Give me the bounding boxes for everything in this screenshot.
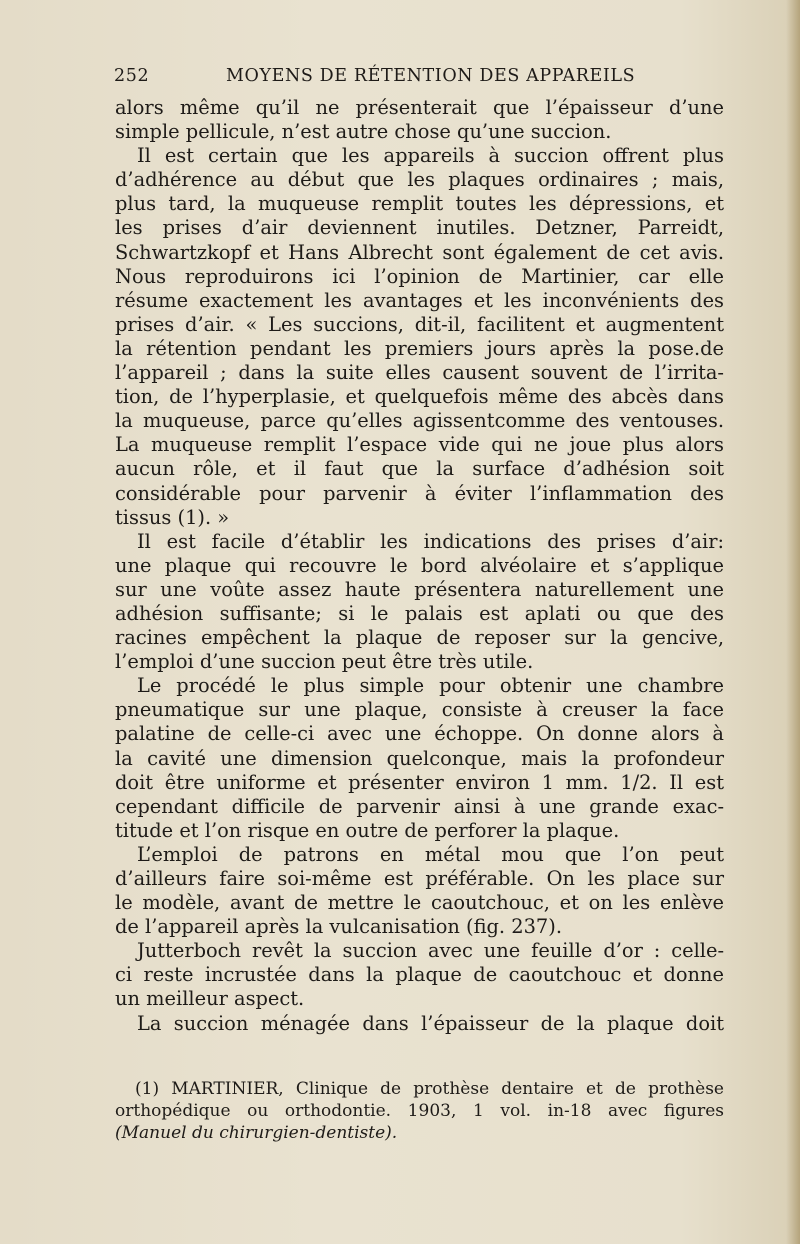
text-line: La muqueuse remplit l’espace vide qui ne joue plus alors [115,433,724,457]
footnote-line: orthopédique ou orthodontie. 1903, 1 vol. in-18 avec figures [115,1101,724,1122]
text-line: Nous reproduirons ici l’opinion de Martinier, car elle [115,264,724,288]
footnote-line: (Manuel du chirurgien-dentiste). [115,1123,398,1144]
text-line: palatine de celle-ci avec une échoppe. On donne alors à [115,722,724,746]
text-line: Le procédé le plus simple pour obtenir une chambre [137,674,724,698]
text-line: alors même qu’il ne présenterait que l’épaisseur d’une [115,96,724,119]
text-line: un meilleur aspect. [115,987,305,1011]
running-title: MOYENS DE RÉTENTION DES APPAREILS [226,66,636,86]
text-line: doit être uniforme et présenter environ 1 mm. 1/2. Il est [115,770,724,794]
text-line: ci reste incrustée dans la plaque de caoutchouc et donne [115,963,724,987]
text-line: La succion ménagée dans l’épaisseur de la plaque doit [137,1011,724,1035]
text-line: Schwartzkopf et Hans Albrecht sont également de cet avis. [115,240,724,264]
text-line: d’adhérence au début que les plaques ordinaires ; mais, [115,168,724,192]
text-line: les prises d’air deviennent inutiles. Detzner, Parreidt, [115,216,724,240]
page-edge-shadow [786,0,800,1244]
text-line: sur une voûte assez haute présentera naturellement une [115,577,724,601]
text-line: d’ailleurs faire soi-même est préférable. On les place sur [115,867,724,890]
text-line: la cavité une dimension quelconque, mais la profondeur [115,746,724,770]
text-line: la rétention pendant les premiers jours après la pose.de [115,336,724,360]
text-line: résume exactement les avantages et les inconvénients des [115,288,724,312]
text-line: prises d’air. « Les succions, dit-il, facilitent et augmentent [115,312,724,336]
text-line: simple pellicule, n’est autre chose qu’une succion. [115,120,612,144]
text-line: cependant difficile de parvenir ainsi à une grande exac- [115,794,724,818]
footnote [115,1078,724,1145]
text-line: Jutterboch revêt la succion avec une feuille d’or : celle- [137,939,724,963]
text-line: considérable pour parvenir à éviter l’inflammation des [115,481,724,505]
text-line: une plaque qui recouvre le bord alvéolaire et s’applique [115,553,724,577]
text-line: tion, de l’hyperplasie, et quelquefois même des abcès dans [115,385,724,409]
body-text [115,96,724,1036]
text-line: la muqueuse, parce qu’elles agissentcomme des ventouses. [115,409,724,433]
text-line: Il est facile d’établir les indications des prises d’air: [137,529,724,553]
page-header [114,66,726,94]
text-line: l’emploi d’une succion peut être très utile. [115,650,534,674]
page-number: 252 [114,66,150,86]
text-line: de l’appareil après la vulcanisation (fig. 237). [115,915,562,939]
text-line: racines empêchent la plaque de reposer sur la gencive, [115,626,724,650]
text-line: tissus (1). » [115,505,230,529]
text-line: aucun rôle, et il faut que la surface d’adhésion soit [115,457,724,481]
text-line: pneumatique sur une plaque, consiste à creuser la face [115,698,724,722]
text-line: plus tard, la muqueuse remplit toutes les dépressions, et [115,192,724,216]
text-line: L’emploi de patrons en métal mou que l’on peut [137,842,724,866]
text-line: l’appareil ; dans la suite elles causent souvent de l’irrita- [115,361,724,385]
text-line: adhésion suffisante; si le palais est aplati ou que des [115,601,724,625]
text-line: titude et l’on risque en outre de perforer la plaque. [115,818,620,842]
footnote-line: (1) MARTINIER, Clinique de prothèse dentaire et de prothèse [135,1079,724,1099]
text-line: le modèle, avant de mettre le caoutchouc, et on les enlève [115,891,724,915]
text-line: Il est certain que les appareils à succion offrent plus [137,144,724,168]
